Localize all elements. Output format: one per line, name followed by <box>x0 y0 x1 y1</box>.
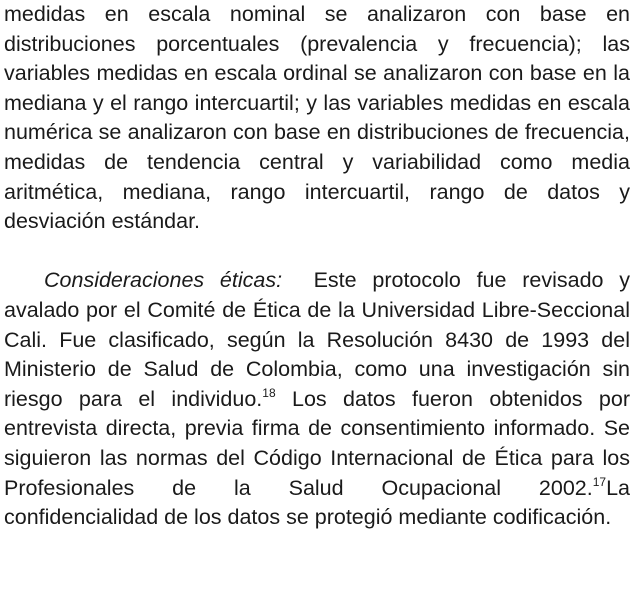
paragraph-analysis-text: medidas en escala nominal se analizaron con base en distribuciones porcentuales (prevalencia y frecuencia); las variables medidas en escala ordinal se analizaron con base en la mediana y el rango intercuartil; y las variables medidas en escala numérica se analizaron con base en distribuciones de frecuencia, medidas de tendencia central y variabilidad como media aritmética, mediana, rango intercuartil, rango de datos y desviación estándar. <box>4 2 630 234</box>
ethics-text-part-a: Este protocolo fue revisado y avalado por el Comité de Ética de la Universidad Libre-Seccional Cali. Fue clasificado, según la Resolución 8430 de 1993 del Ministerio de Salud de Colombia, como una investigación sin riesgo para el individuo. <box>4 268 631 411</box>
ethics-text-part-b: Los datos fueron obtenidos por entrevista directa, previa firma de consentimiento informado. Se siguieron las normas del Código Internacional de Ética para los Profesionales de la Salud Ocupacional 2002. <box>4 386 630 500</box>
ethics-heading: Consideraciones éticas: <box>44 268 283 293</box>
document-page <box>4 0 630 533</box>
ethics-text-part-c: La confidencialidad de los datos se protegió mediante codificación. <box>4 475 630 530</box>
paragraph-analysis-methods <box>4 0 630 237</box>
paragraph-ethical-considerations <box>4 266 630 532</box>
reference-superscript-18: 18 <box>262 385 276 400</box>
reference-superscript-17: 17 <box>592 474 607 489</box>
